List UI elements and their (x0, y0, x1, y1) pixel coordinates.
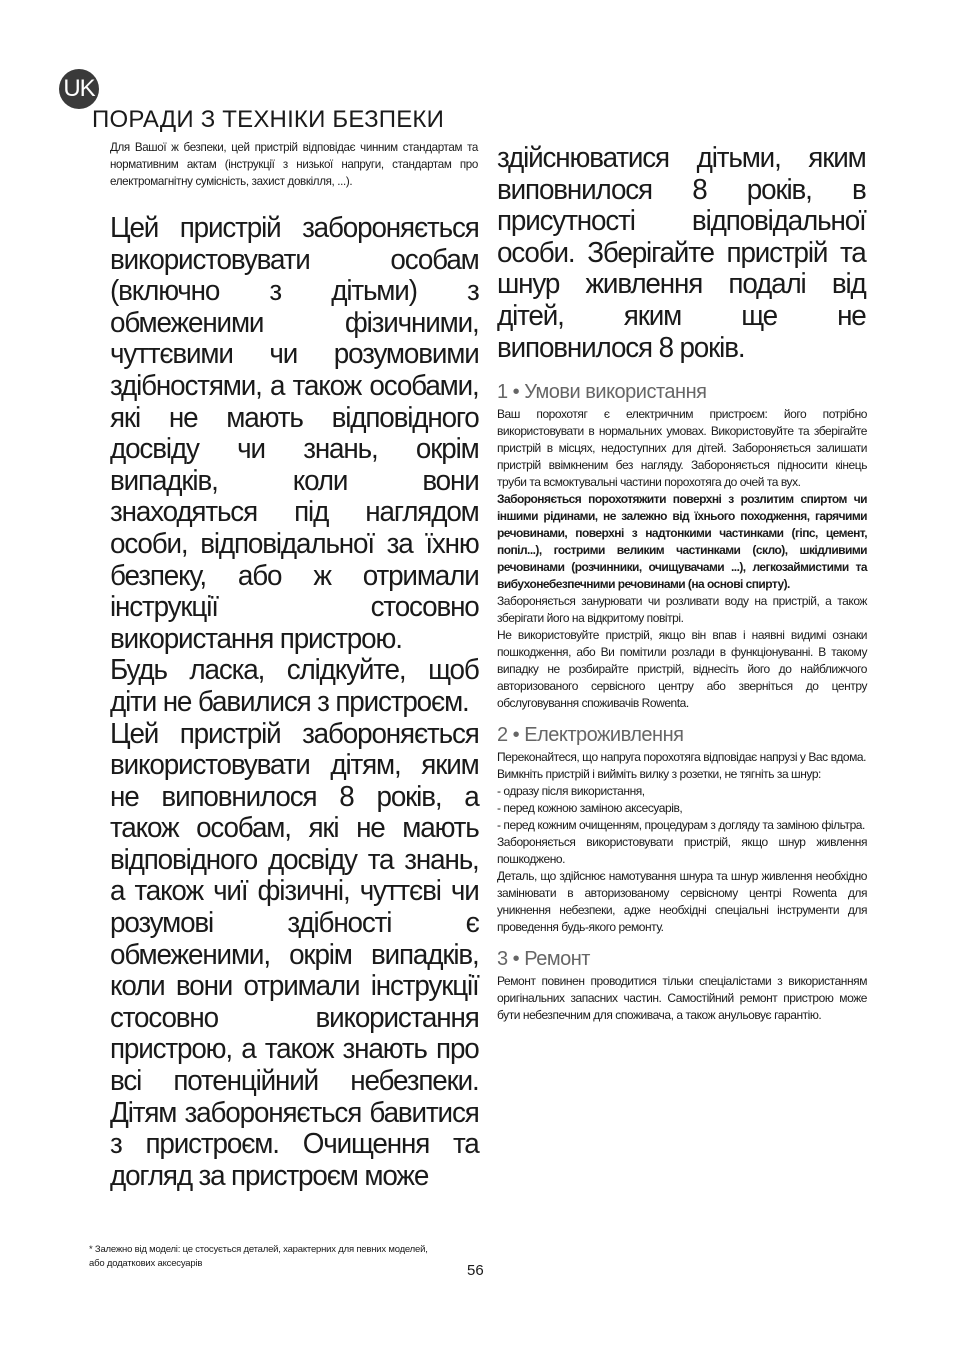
intro-paragraph: Для Вашої ж безпеки, цей пристрій відповідає чинним стандартам та нормативним актам (інструкції з низької напруги, стандартам про електромагнітну сумісність, захист довкілля, ...). (110, 141, 478, 188)
usage-paragraph-bold: Забороняється порохотяжити поверхні з розлитим спиртом чи іншими рідинами, не залежно від їхнього походження, гарячими речовинами, поверхні з надтонкими частинками (гіпс, цемент, попіл...), гострими великим частинками (скло), шкідливими речовинами (розчинники, очищувачами ...), легкозаймистими та вибухонебезпечними речовинами (на основі спирту). (497, 492, 867, 591)
power-paragraph-1: Переконайтеся, що напруга порохотяга відповідає напрузі у Вас вдома. (497, 750, 867, 764)
section-heading-power: 2 • Електроживлення (497, 724, 684, 746)
page-title: ПОРАДИ З ТЕХНІКИ БЕЗПЕКИ (92, 106, 445, 133)
repair-paragraph: Ремонт повинен проводитися тільки спеціалістами з використанням оригінальних запасних частин. Самостійний ремонт пристрою може бути небезпечним для споживача, а також анульовує гарантію. (497, 974, 867, 1022)
warning-paragraph-3-continued: здійснюватися дітьми, яким виповнилося 8 років, в присутності відповідальної особи. Зберігайте пристрій та шнур живлення подалі від дітей, яким ще не виповнилося 8 років. (497, 142, 866, 364)
section-heading-repair: 3 • Ремонт (497, 948, 590, 970)
warning-paragraph-3: Цей пристрій забороняється використовувати дітям, яким не виповнилося 8 років, а також особам, які не мають відповідного досвіду та знань, а також чиї фізичні, чуттєві чи розумові здібності є обмеженими, окрім випадків, коли вони отримали інструкції стосовно використання пристрою, а також знають про всі потенційний небезпеки. Дітям забороняється бавитися з пристроєм. Очищення та догляд за пристроєм може (110, 717, 479, 1192)
power-list-item: - одразу після використання, (497, 784, 645, 798)
power-paragraph-3: Забороняється використовувати пристрій, якщо шнур живлення пошкоджено. (497, 835, 867, 866)
warning-column-right (497, 143, 881, 364)
page-number: 56 (467, 1262, 484, 1279)
power-list-item: - перед кожною заміною аксесуарів, (497, 801, 683, 815)
footnote: * Залежно від моделі: це стосується деталей, характерних для певних моделей, або додаткових аксесуарів (89, 1244, 428, 1269)
usage-paragraph-4: Не використовуйте пристрій, якщо він впав і наявні видимі ознаки пошкодження, або Ви помітили розлади в функціонуванні. В такому випадку не розбирайте пристрій, віднесіть його до найближчого авторизованого сервісного центру або зверніться до центру обслуговування споживачів Rowenta. (497, 628, 867, 710)
warning-paragraph-2: Будь ласка, слідкуйте, щоб діти не бавилися з пристроєм. (110, 654, 479, 718)
power-paragraph-2: Вимкніть пристрій і вийміть вилку з розетки, не тягніть за шнур: (497, 767, 821, 781)
power-paragraph-4: Деталь, що здійснює намотування шнура та шнур живлення необхідно замінювати в авторизованому сервісному центрі Rowenta для уникнення небезпеки, адже необхідні спеціальні інструменти для проведення будь-якого ремонту. (497, 869, 867, 934)
power-list-item: - перед кожним очищенням, процедурам з догляду та заміною фільтра. (497, 818, 865, 832)
warning-paragraph-1: Цей пристрій забороняється використовувати особам (включно з дітьми) з обмеженими фізичними, чуттєвими чи розумовими здібностями, а також особами, які не мають відповідного досвіду чи знань, окрім випадків, коли вони знаходяться під наглядом особи, відповідальної за їхню безпеку, або ж отримали інструкції стосовно використання пристрою. (110, 212, 479, 655)
language-badge: UK (59, 69, 99, 109)
safety-sections (497, 378, 867, 1024)
usage-paragraph-3: Забороняється занурювати чи розливати воду на пристрій, а також зберігати його на відкритому повітрі. (497, 594, 867, 625)
warning-column-left (110, 213, 494, 1192)
section-heading-usage: 1 • Умови використання (497, 381, 707, 403)
usage-paragraph-1: Ваш порохотяг є електричним пристроєм: його потрібно використовувати в нормальних умовах. Використовуйте та зберігайте пристрій в місцях, недоступних для дітей. Забороняється залишати пристрій ввімкненим без нагляду. Забороняється підносити кінець труби та всмоктувальні частини порохотяга до очей та вух. (497, 407, 867, 489)
